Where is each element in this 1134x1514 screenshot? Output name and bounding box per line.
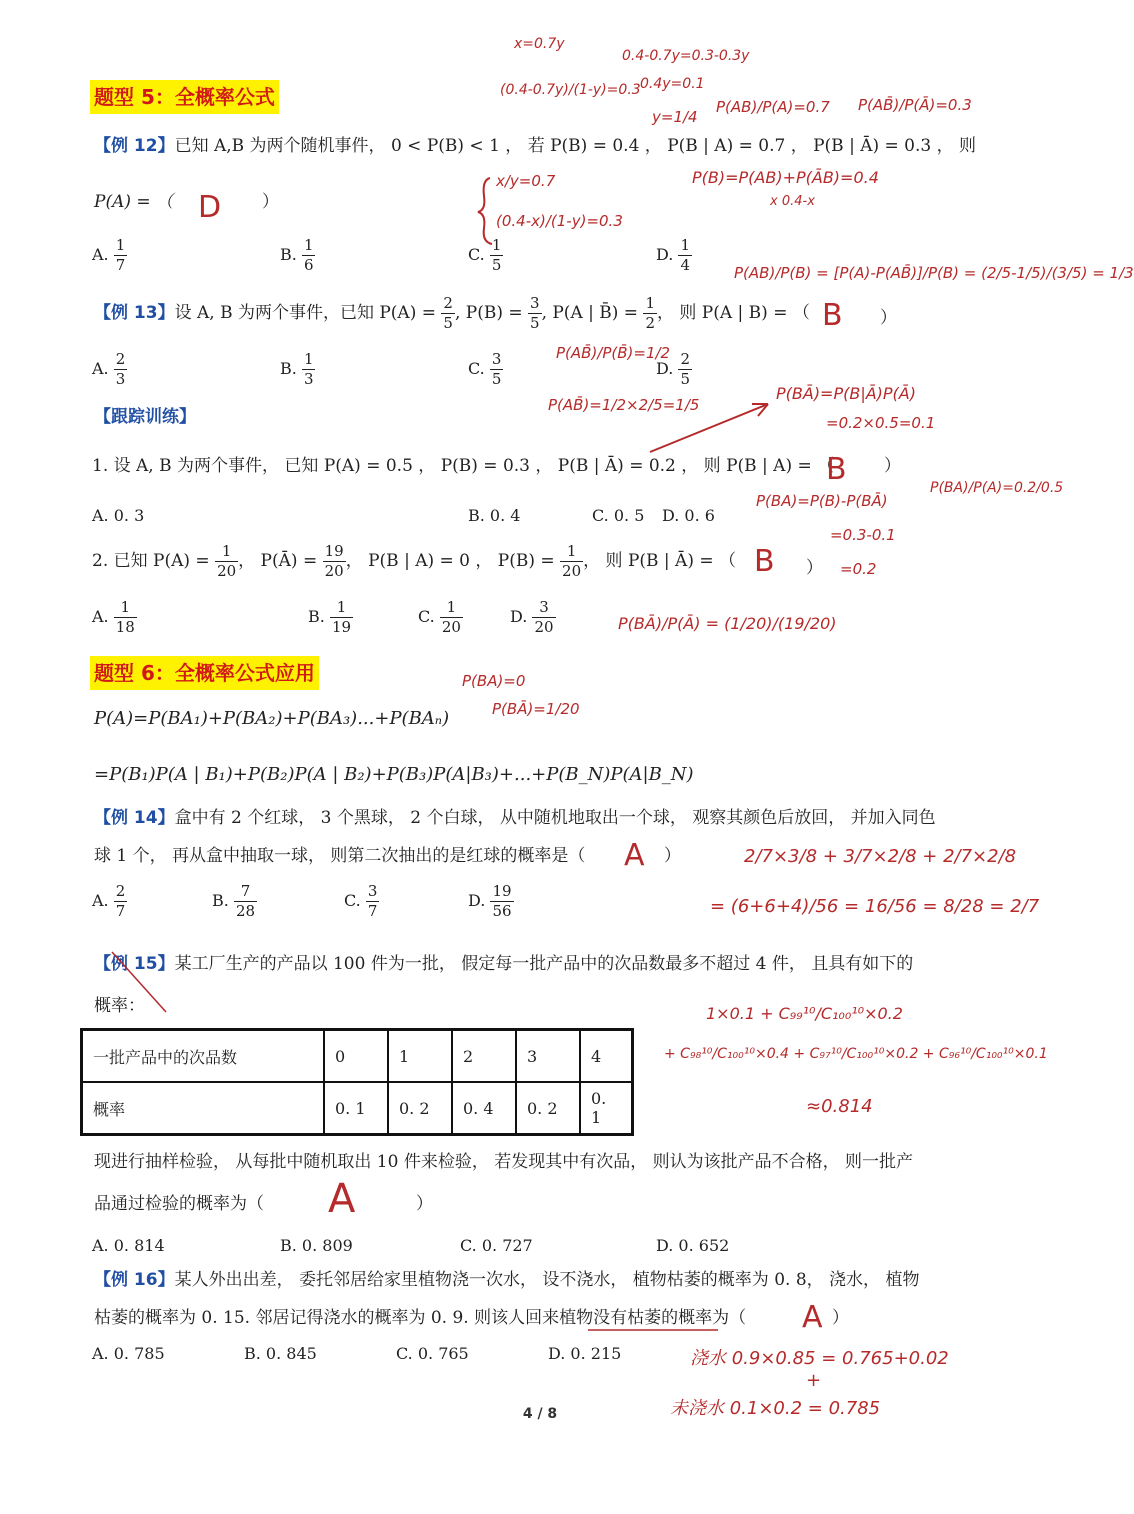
handwritten-note: + bbox=[806, 1370, 822, 1391]
handwritten-answer-12: D bbox=[198, 190, 222, 225]
handwritten-note: P(BA)=0 bbox=[462, 672, 526, 690]
handwritten-note: (0.4-x)/(1-y)=0.3 bbox=[496, 212, 623, 230]
example-14-tag: 【例 14】 bbox=[94, 808, 175, 828]
table-row-label: 概率 bbox=[82, 1082, 325, 1135]
handwritten-note: =0.2 bbox=[840, 560, 877, 578]
ex12-option-a[interactable]: A. $\frac{1}{7}$ bbox=[92, 236, 126, 274]
ex14-option-d[interactable]: D. $\frac{19}{56}$ bbox=[468, 882, 512, 920]
handwritten-note: 0.4y=0.1 bbox=[640, 76, 705, 92]
example-16-close: ） bbox=[832, 1308, 849, 1328]
example-15-tag: 【例 15】 bbox=[94, 954, 175, 974]
ex15-option-c[interactable]: C. 0. 727 bbox=[460, 1236, 533, 1255]
training-1-close: ） bbox=[884, 456, 901, 476]
example-12-text: 已知 A,B 为两个随机事件， 0 < P(B) < 1 ， 若 P(B) = 0.4 ， P(B | A) = 0.7 ， P(B | Ā) = 0.3 ， 则 bbox=[174, 136, 977, 156]
handwritten-note: =0.3-0.1 bbox=[830, 526, 896, 544]
handwritten-note: P(BA)/P(A)=0.2/0.5 bbox=[930, 480, 1064, 496]
ex12-option-c[interactable]: C. $\frac{1}{5}$ bbox=[468, 236, 502, 274]
handwritten-note: x=0.7y bbox=[514, 36, 565, 52]
ex13-option-b[interactable]: B. $\frac{1}{3}$ bbox=[280, 350, 314, 388]
slash-mark bbox=[112, 952, 166, 1012]
table-cell: 0. 2 bbox=[516, 1082, 580, 1135]
table-cell: 0. 1 bbox=[580, 1082, 633, 1135]
handwritten-note: + C₉₈¹⁰/C₁₀₀¹⁰×0.4 + C₉₇¹⁰/C₁₀₀¹⁰×0.2 + C₉₆¹⁰/C₁₀₀¹⁰×0.1 bbox=[664, 1046, 1048, 1062]
table-cell: 1 bbox=[388, 1030, 452, 1083]
ex15-option-b[interactable]: B. 0. 809 bbox=[280, 1236, 353, 1255]
handwritten-note: P(AB)/P(A)=0.7 bbox=[716, 98, 830, 116]
ex15-option-a[interactable]: A. 0. 814 bbox=[92, 1236, 165, 1255]
handwritten-note: x 0.4-x bbox=[770, 194, 815, 209]
handwritten-note: =0.2×0.5=0.1 bbox=[826, 414, 936, 432]
total-probability-formula-2: =P(B₁)P(A | B₁)+P(B₂)P(A | B₂)+P(B₃)P(A|B₃)+...+P(B_N)P(A|B_N) bbox=[94, 764, 694, 785]
tracking-training-heading: 【跟踪训练】 bbox=[94, 407, 196, 427]
example-15-line3: 现进行抽样检验， 从每批中随机取出 10 件来检验， 若发现其中有次品， 则认为该批产品不合格， 则一批产 bbox=[94, 1152, 914, 1172]
ex14-option-c[interactable]: C. $\frac{3}{7}$ bbox=[344, 882, 378, 920]
table-cell: 0. 1 bbox=[324, 1082, 388, 1135]
t1-option-a[interactable]: A. 0. 3 bbox=[92, 506, 145, 525]
handwritten-note: P(AB̄)/P(Ā)=0.3 bbox=[858, 96, 972, 114]
table-cell: 0 bbox=[324, 1030, 388, 1083]
handwritten-answer-14: A bbox=[624, 838, 645, 873]
handwritten-note: = (6+6+4)/56 = 16/56 = 8/28 = 2/7 bbox=[710, 896, 1040, 917]
t1-option-d[interactable]: D. 0. 6 bbox=[662, 506, 715, 525]
ex14-option-b[interactable]: B. $\frac{7}{28}$ bbox=[212, 882, 256, 920]
section-heading-5: 题型 5：全概率公式 bbox=[90, 80, 279, 114]
total-probability-formula-1: P(A)=P(BA₁)+P(BA₂)+P(BA₃)...+P(BAₙ) bbox=[94, 708, 450, 729]
ex14-option-a[interactable]: A. $\frac{2}{7}$ bbox=[92, 882, 126, 920]
table-cell: 0. 2 bbox=[388, 1082, 452, 1135]
handwritten-note: x/y=0.7 bbox=[496, 172, 556, 190]
example-16-line2: 枯萎的概率为 0. 15. 邻居记得浇水的概率为 0. 9. 则该人回来植物没有枯萎的概率为（ bbox=[94, 1308, 747, 1328]
ex15-option-d[interactable]: D. 0. 652 bbox=[656, 1236, 730, 1255]
handwritten-answer-16: A bbox=[802, 1300, 823, 1335]
example-12-ask-text: P(A) = （ bbox=[94, 192, 174, 212]
t2-option-b[interactable]: B. $\frac{1}{19}$ bbox=[308, 598, 352, 636]
table-cell: 3 bbox=[516, 1030, 580, 1083]
table-cell: 4 bbox=[580, 1030, 633, 1083]
t2-option-a[interactable]: A. $\frac{1}{18}$ bbox=[92, 598, 135, 636]
example-14-line2: 球 1 个， 再从盒中抽取一球， 则第二次抽出的是红球的概率是（ bbox=[94, 846, 586, 866]
handwritten-note: (0.4-0.7y)/(1-y)=0.3 bbox=[500, 82, 641, 98]
ex16-option-b[interactable]: B. 0. 845 bbox=[244, 1344, 317, 1363]
handwritten-note: ≈0.814 bbox=[806, 1096, 873, 1117]
ex13-option-c[interactable]: C. $\frac{3}{5}$ bbox=[468, 350, 502, 388]
t2-option-d[interactable]: D. $\frac{3}{20}$ bbox=[510, 598, 554, 636]
handwritten-note: P(BĀ)/P(Ā) = (1/20)/(19/20) bbox=[618, 614, 837, 633]
example-15-line4: 品通过检验的概率为（ bbox=[94, 1194, 264, 1214]
example-16-tag: 【例 16】 bbox=[94, 1270, 175, 1290]
t1-option-c[interactable]: C. 0. 5 bbox=[592, 506, 645, 525]
example-14-line1: 【例 14】盒中有 2 个红球， 3 个黑球， 2 个白球， 从中随机地取出一个球， 观察其颜色后放回， 并加入同色 bbox=[94, 808, 936, 828]
table-cell: 2 bbox=[452, 1030, 516, 1083]
handwritten-note: P(AB)/P(B) = [P(A)-P(AB̄)]/P(B) = (2/5-1/5)/(3/5) = 1/3 bbox=[734, 264, 1134, 282]
example-15-line2: 概率： bbox=[94, 996, 145, 1016]
handwritten-answer-t2: B bbox=[754, 544, 775, 579]
ex16-option-a[interactable]: A. 0. 785 bbox=[92, 1344, 165, 1363]
example-13-question: 【例 13】设 A, B 为两个事件，已知 P(A) = $\frac{2}{5}$ , P(B) = $\frac{3}{5}$ , P(A | B̄) = $\frac{1}{2}$ ， 则 P(A | B) = （ bbox=[94, 294, 810, 332]
handwritten-note: 未浇水 0.1×0.2 = 0.785 bbox=[670, 1398, 881, 1419]
ex16-option-c[interactable]: C. 0. 765 bbox=[396, 1344, 469, 1363]
training-1-question: 1. 设 A, B 为两个事件， 已知 P(A) = 0.5 ， P(B) = 0.3 ， P(B | Ā) = 0.2 ， 则 P(B | A) = （ bbox=[92, 456, 835, 476]
example-16-line1: 【例 16】某人外出出差， 委托邻居给家里植物浇一次水， 设不浇水， 植物枯萎的概率为 0. 8， 浇水， 植物 bbox=[94, 1270, 920, 1290]
example-13-close: ） bbox=[880, 308, 897, 328]
handwritten-answer-15: A bbox=[328, 1176, 356, 1222]
training-2-close: ） bbox=[806, 558, 823, 578]
example-12-close: ） bbox=[262, 192, 279, 212]
handwritten-note: P(AB̄)/P(B̄)=1/2 bbox=[556, 344, 671, 362]
handwritten-note: 0.4-0.7y=0.3-0.3y bbox=[622, 48, 750, 64]
brace-mark bbox=[478, 178, 492, 244]
section-heading-6: 题型 6：全概率公式应用 bbox=[90, 656, 319, 690]
handwritten-note: P(BĀ)=P(B|Ā)P(Ā) bbox=[776, 384, 916, 403]
example-15-close: ） bbox=[416, 1194, 433, 1214]
table-row-label: 一批产品中的次品数 bbox=[82, 1030, 325, 1083]
example-13-tag: 【例 13】 bbox=[94, 303, 175, 323]
t1-option-b[interactable]: B. 0. 4 bbox=[468, 506, 521, 525]
ex16-option-d[interactable]: D. 0. 215 bbox=[548, 1344, 622, 1363]
handwritten-note: 1×0.1 + C₉₉¹⁰/C₁₀₀¹⁰×0.2 bbox=[706, 1004, 903, 1023]
arrow-line bbox=[650, 404, 768, 452]
example-15-line1: 【例 15】某工厂生产的产品以 100 件为一批， 假定每一批产品中的次品数最多不超过 4 件， 且具有如下的 bbox=[94, 954, 914, 974]
handwritten-note: 2/7×3/8 + 3/7×2/8 + 2/7×2/8 bbox=[744, 846, 1017, 867]
handwritten-note: P(AB̄)=1/2×2/5=1/5 bbox=[548, 396, 700, 414]
handwritten-note: 浇水 0.9×0.85 = 0.765+0.02 bbox=[690, 1348, 949, 1369]
handwritten-answer-13: B bbox=[822, 298, 843, 333]
handwritten-note: P(BA)=P(B)-P(BĀ) bbox=[756, 492, 888, 510]
ex13-option-a[interactable]: A. $\frac{2}{3}$ bbox=[92, 350, 126, 388]
page-number: 4 / 8 bbox=[522, 1406, 558, 1422]
ex12-option-b[interactable]: B. $\frac{1}{6}$ bbox=[280, 236, 314, 274]
handwritten-note: P(BĀ)=1/20 bbox=[492, 700, 580, 718]
example-12-tag: 【例 12】 bbox=[94, 136, 175, 156]
handwritten-note: P(B)=P(AB)+P(ĀB)=0.4 bbox=[692, 168, 879, 187]
t2-option-c[interactable]: C. $\frac{1}{20}$ bbox=[418, 598, 461, 636]
handwritten-answer-t1: B bbox=[826, 452, 847, 487]
ex12-option-d[interactable]: D. $\frac{1}{4}$ bbox=[656, 236, 690, 274]
example-14-close: ） bbox=[664, 846, 681, 866]
training-2-question: 2. 已知 P(A) = $\frac{1}{20}$ ， P(Ā) = $\frac{19}{20}$ ， P(B | A) = 0 ， P(B) = $\frac{1}{20}$ ， 则 P(B | Ā) = （ bbox=[92, 542, 737, 580]
handwritten-note: y=1/4 bbox=[652, 108, 698, 126]
ex13-option-d[interactable]: D. $\frac{2}{5}$ bbox=[656, 350, 690, 388]
table-cell: 0. 4 bbox=[452, 1082, 516, 1135]
